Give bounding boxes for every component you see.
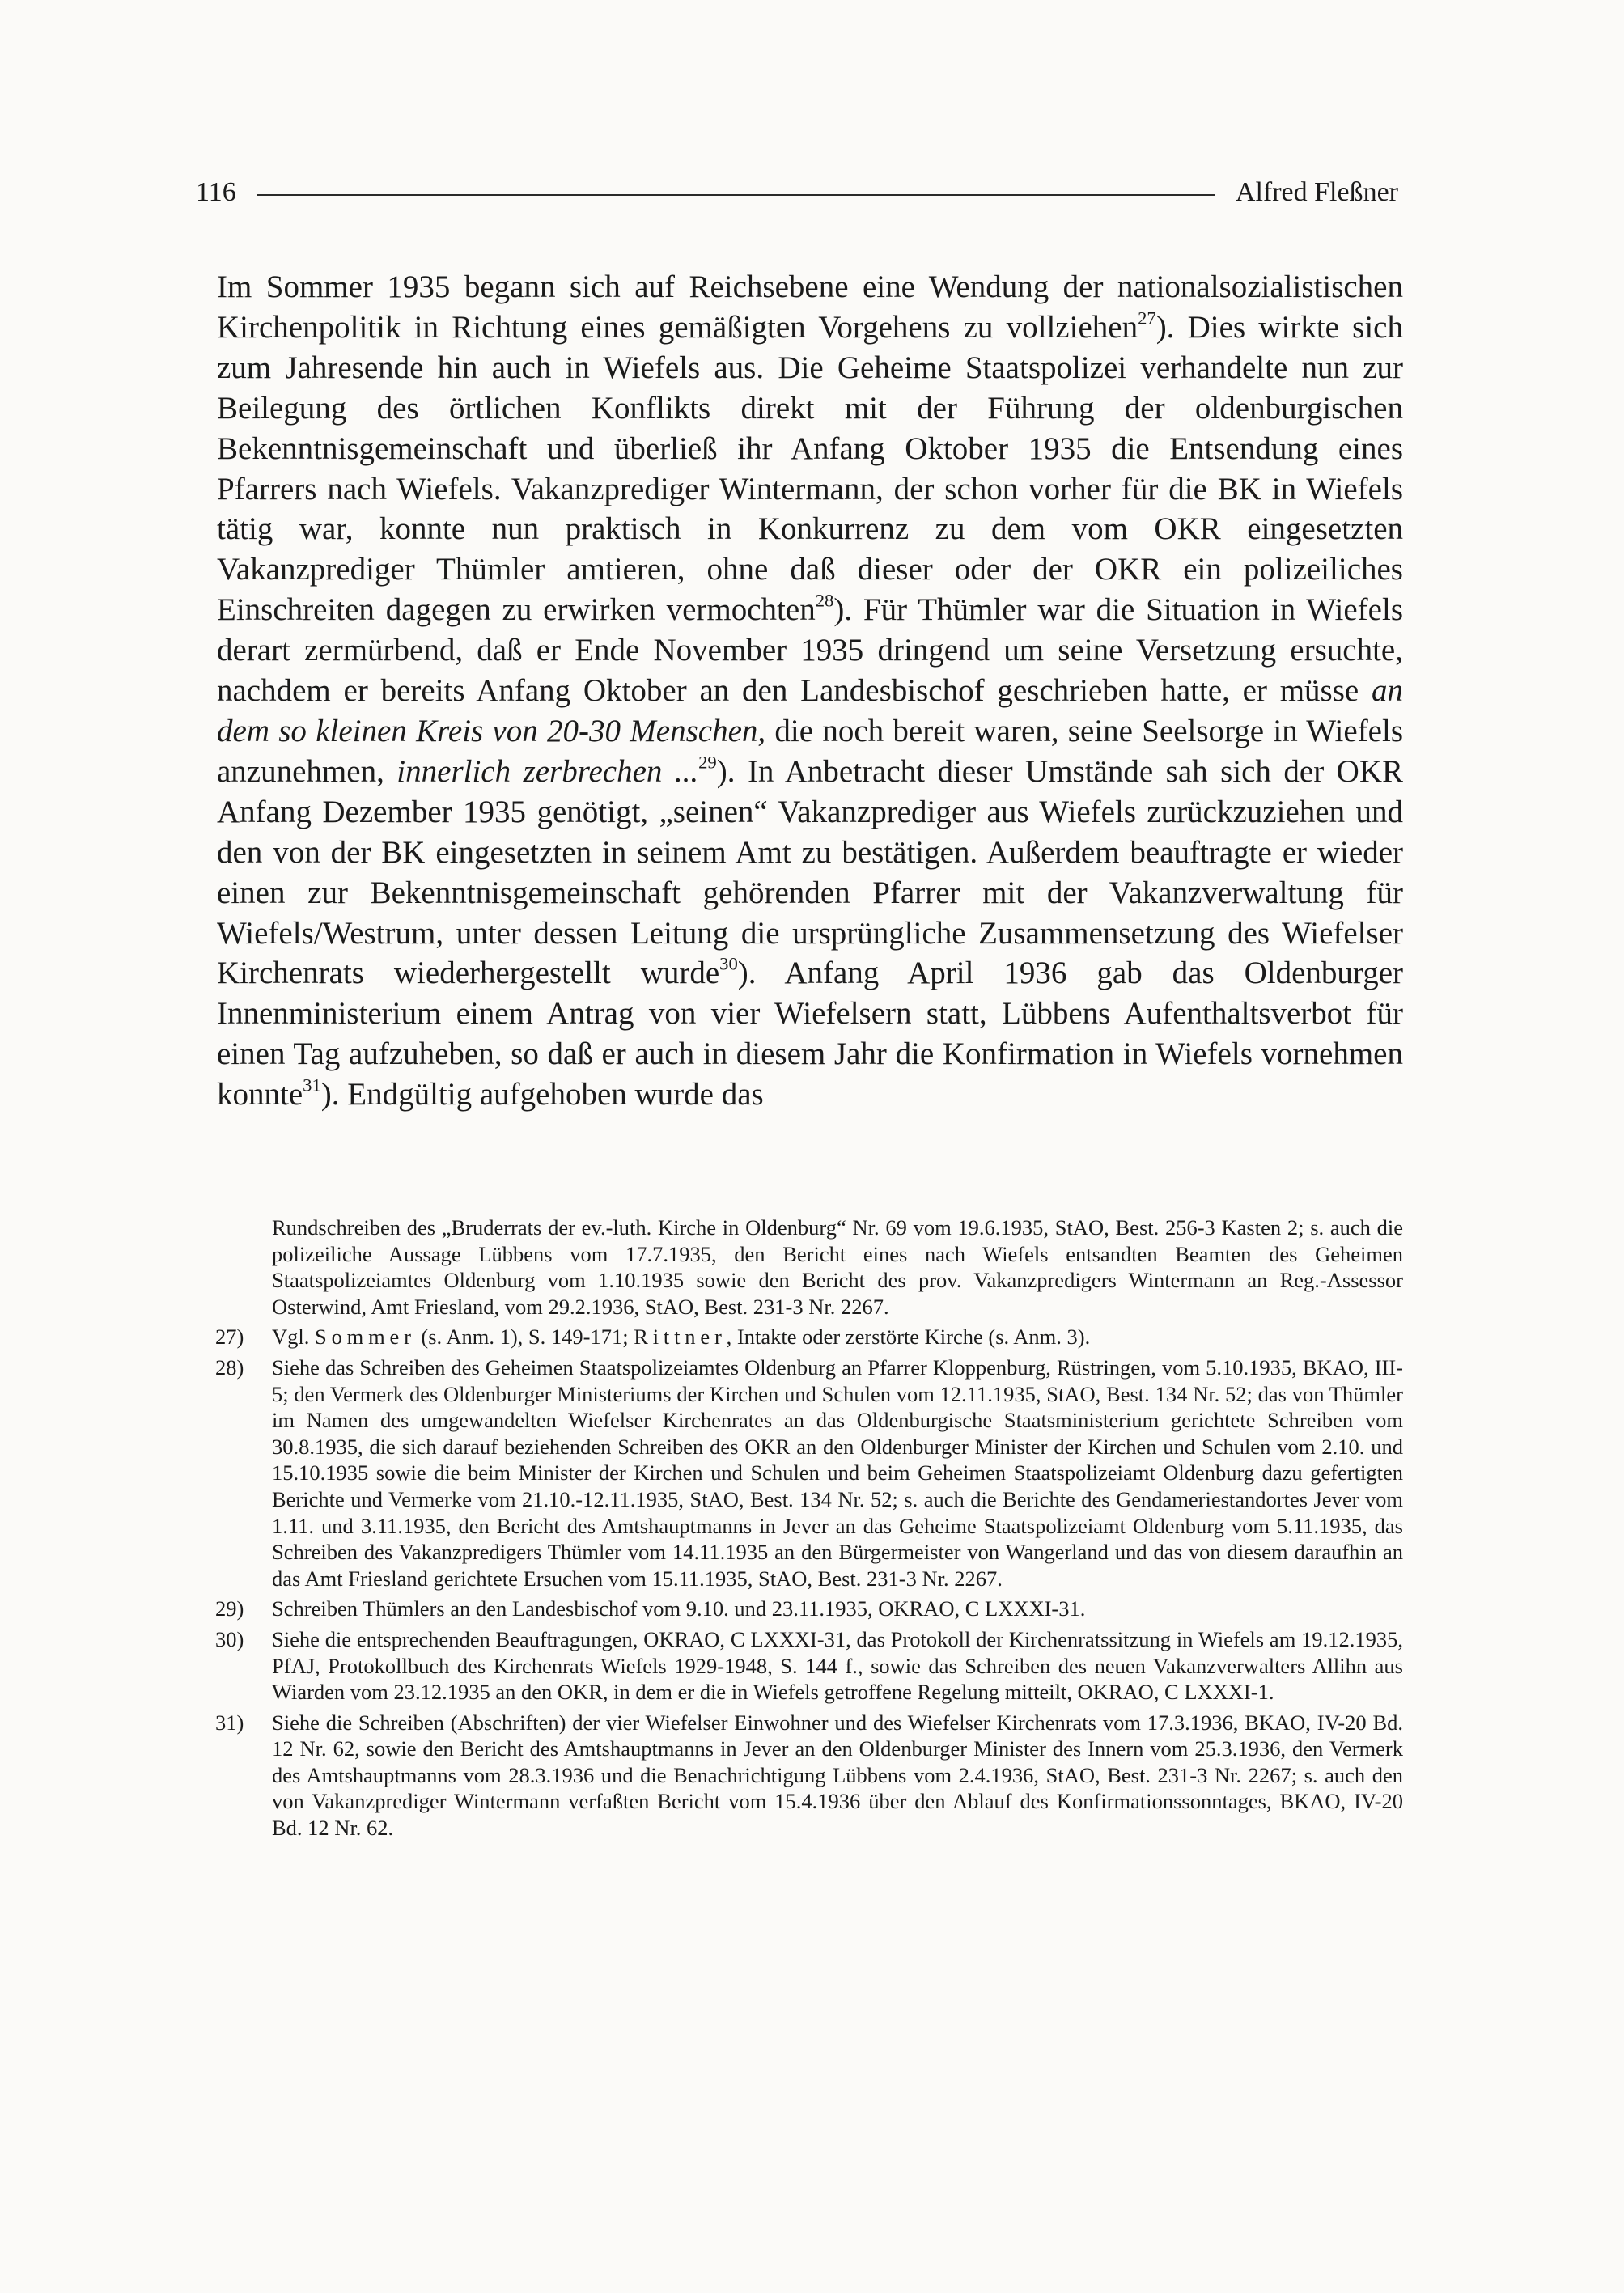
footnote-number: 28) [215,1354,244,1380]
running-header [196,175,1398,210]
text-run: (s. Anm. 1), S. 149-171; [415,1325,634,1350]
footnote-number: 27) [215,1325,244,1350]
footnote-ref-28: 28 [815,590,834,611]
footnote-number: 31) [215,1710,244,1735]
text-run: ). Endgültig aufgehoben wurde das [320,1077,764,1113]
author-name: Sommer [315,1325,416,1350]
footnotes [215,1214,1403,1846]
header-rule [257,194,1215,196]
footnote-ref-27: 27 [1138,307,1156,328]
text-run: die noch bereit waren, seine Seelsorge in Wiefels anzunehmen, [217,713,1404,789]
running-author: Alfred Fleßner [1235,177,1398,207]
footnote-text [272,1324,1403,1350]
text-run: , Intakte oder zerstörte Kirche (s. Anm. 3). [726,1325,1091,1350]
text-run: ). Für Thümler war die Situation in Wiefels derart zermürbend, daß er Ende November 1935 dringend um seine Versetzung ersuchte, nachdem er bereits Anfang Oktober an den Landesbischof geschrieben hatte, er müsse [217,592,1403,709]
footnote-ref-31: 31 [303,1074,321,1096]
footnote-ref-29: 29 [698,752,717,773]
quote-italic: innerlich zerbrechen ... [396,753,699,789]
page-number: 116 [196,177,236,207]
footnote-29 [215,1596,1403,1622]
text-run: Im Sommer 1935 begann sich auf Reichsebene eine Wendung der nationalsozialistischen Kirchenpolitik in Richtung eines gemäßigten Vorgehens zu vollziehen [217,269,1403,345]
main-text [217,267,1403,1115]
author-name: Rittner [634,1325,727,1350]
footnote-ref-30: 30 [719,954,738,975]
text-run: ). In Anbetracht dieser Umstände sah sich der OKR Anfang Dezember 1935 genötigt, „seinen“ Vakanzprediger aus Wiefels zurückzuziehen und den von der BK eingesetzten in seinem Amt zu bestätigen. Außerdem beauftragte er wieder einen zur Bekenntnisgemeinschaft gehörenden Pfarrer mit der Vakanzverwaltung für Wiefels/Westrum, unter dessen Leitung die ursprüngliche Zusammensetzung des Wiefelser Kirchenrats wiederhergestellt wurde [217,753,1404,991]
footnote-number: 29) [215,1596,244,1621]
footnote-text: Siehe das Schreiben des Geheimen Staatspolizeiamtes Oldenburg an Pfarrer Kloppenburg, Rüstringen, vom 5.10.1935, BKAO, III-5; den Vermerk des Oldenburger Ministeriums der Kirchen und Schulen vom 12.11.1935, StAO, Best. 134 Nr. 52; das von Thümler im Namen des umgewandelten Wiefelser Kirchenrates an das Oldenburgische Staatsministerium gerichtete Schreiben vom 30.8.1935, die sich darauf beziehenden Schreiben des OKR an den Oldenburger Minister der Kirchen und Schulen vom 2.10. und 15.10.1935 sowie die beim Minister der Kirchen und Schulen und beim Geheimen Staatspolizeiamt Oldenburg dazu gefertigten Berichte und Vermerke vom 21.10.-12.11.1935, StAO, Best. 134 Nr. 52; s. auch die Berichte des Gendameriestandortes Jever vom 1.11. und 3.11.1935, den Bericht des Amtshauptmanns in Jever an das Geheime Staatspolizeiamt Oldenburg vom 5.11.1935, das Schreiben des Vakanzpredigers Thümler vom 14.11.1935 an den Bürgermeister von Wangerland und das von diesem daraufhin an das Amt Friesland gerichtete Ersuchen vom 15.11.1935, StAO, Best. 231-3 Nr. 2267. [272,1354,1403,1591]
footnote-28 [215,1354,1403,1592]
footnote-text: Rundschreiben des „Bruderrats der ev.-luth. Kirche in Oldenburg“ Nr. 69 vom 19.6.1935, StAO, Best. 256-3 Kasten 2; s. auch die polizeiliche Aussage Lübbens vom 17.7.1935, den Bericht eines nach Wiefels entsandten Beamten des Geheimen Staatspolizeiamtes Oldenburg vom 1.10.1935 sowie den Bericht des prov. Vakanzpredigers Wintermann an Reg.-Assessor Osterwind, Amt Friesland, vom 29.2.1936, StAO, Best. 231-3 Nr. 2267. [272,1215,1403,1319]
footnote-text: Siehe die Schreiben (Abschriften) der vier Wiefelser Einwohner und des Wiefelser Kirchenrats vom 17.3.1936, BKAO, IV-20 Bd. 12 Nr. 62, sowie den Bericht des Amtshauptmanns in Jever an den Oldenburger Minister des Innern vom 25.3.1936, den Vermerk des Amtshauptmanns vom 28.3.1936 und die Benachrichtigung Lübbens vom 2.4.1936, StAO, Best. 231-3 Nr. 2267; s. auch den von Vakanzprediger Wintermann verfaßten Bericht vom 15.4.1936 über den Ablauf des Konfirmationssonntages, BKAO, IV-20 Bd. 12 Nr. 62. [272,1710,1403,1841]
footnote-31 [215,1710,1403,1842]
text-run: ). Dies wirkte sich zum Jahresende hin auch in Wiefels aus. Die Geheime Staatspolizei verhandelte nun zur Beilegung des örtlichen Konflikts direkt mit der Führung der oldenburgischen Bekenntnisgemeinschaft und überließ ihr Anfang Oktober 1935 die Entsendung eines Pfarrers nach Wiefels. Vakanzprediger Wintermann, der schon vorher für die BK in Wiefels tätig war, konnte nun praktisch in Konkurrenz zu dem vom OKR eingesetzten Vakanzprediger Thümler amtieren, ohne daß dieser oder der OKR ein polizeiliches Einschreiten dagegen zu erwirken vermochten [217,309,1403,628]
text-run: Vgl. [272,1325,315,1350]
footnote-30 [215,1626,1403,1706]
footnote-number: 30) [215,1626,244,1651]
footnote-27 [215,1324,1403,1350]
footnote-text: Schreiben Thümlers an den Landesbischof vom 9.10. und 23.11.1935, OKRAO, C LXXXI-31. [272,1596,1086,1621]
text-run: ). Anfang April 1936 gab das Oldenburger Innenministerium einem Antrag von vier Wiefelsern statt, Lübbens Aufenthaltsverbot für einen Tag aufzuheben, so daß er auch in diesem Jahr die Konfirmation in Wiefels vornehmen konnte [217,956,1404,1113]
main-paragraph [217,267,1403,1115]
footnote-text: Siehe die entsprechenden Beauftragungen, OKRAO, C LXXXI-31, das Protokoll der Kirchenratssitzung in Wiefels am 19.12.1935, PfAJ, Protokollbuch des Kirchenrats Wiefels 1929-1948, S. 144 f., sowie das Schreiben des neuen Vakanzverwalters Allihn aus Wiarden vom 23.12.1935 an den OKR, in dem er die in Wiefels getroffene Regelung mitteilt, OKRAO, C LXXXI-1. [272,1626,1403,1705]
quote-italic: an dem so kleinen Kreis von 20-30 Menschen, [217,673,1403,748]
footnote-continued [215,1214,1403,1320]
